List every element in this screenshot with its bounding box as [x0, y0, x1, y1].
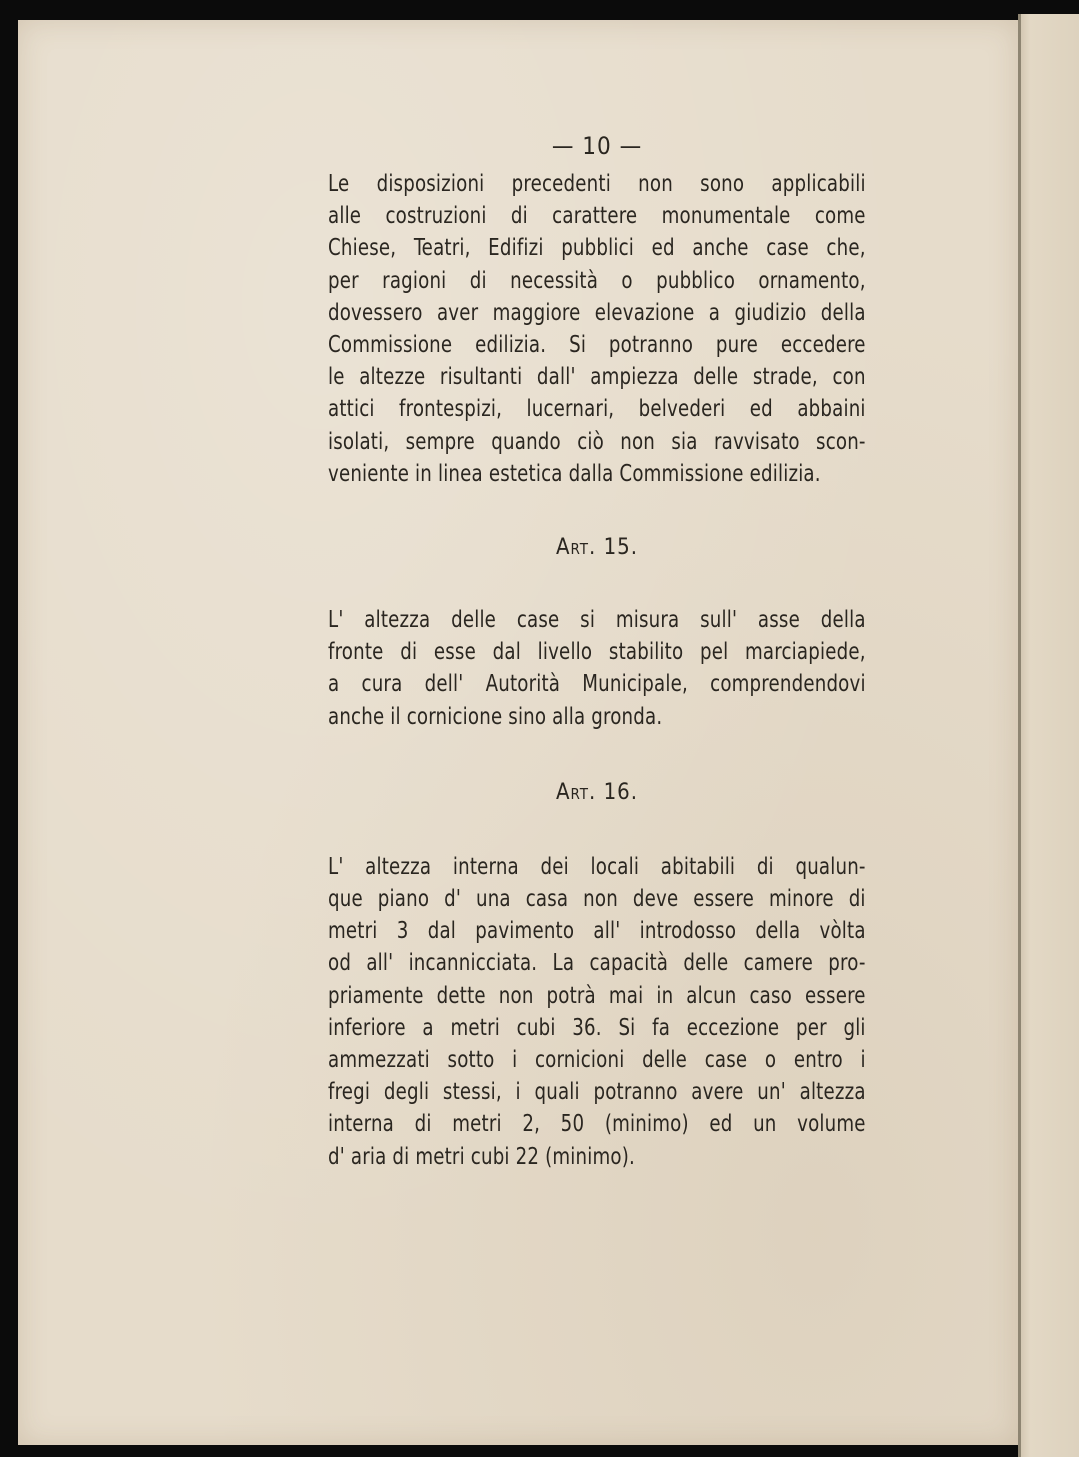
page-number: — 10 —	[551, 132, 643, 160]
text-line: ammezzati sotto i cornicioni delle case o entro i	[328, 1047, 866, 1074]
text-line: inferiore a metri cubi 36. Si fa eccezione per gli	[328, 1014, 866, 1041]
text-line: fronte di esse dal livello stabilito pel marciapiede,	[328, 639, 866, 666]
text-line: Commissione edilizia. Si potranno pure eccedere	[328, 332, 866, 359]
text-line: d' aria di metri cubi 22 (minimo).	[328, 1143, 635, 1170]
article-16-heading	[328, 777, 866, 809]
text-line: a cura dell' Autorità Municipale, comprendendovi	[328, 671, 866, 698]
text-line: per ragioni di necessità o pubblico ornamento,	[328, 267, 866, 294]
next-page-edge	[1018, 14, 1079, 1457]
article-label: Art.	[555, 779, 597, 805]
text-line: metri 3 dal pavimento all' introdosso della vòlta	[328, 918, 866, 945]
text-line: interna di metri 2, 50 (minimo) ed un volume	[328, 1111, 866, 1138]
page-text-block	[328, 130, 866, 1173]
text-line: que piano d' una casa non deve essere minore di	[328, 886, 866, 913]
text-line: dovessero aver maggiore elevazione a giudizio della	[328, 299, 866, 326]
text-line: veniente in linea estetica dalla Commissione edilizia.	[328, 460, 821, 487]
article-number: 15.	[603, 535, 639, 561]
text-line: od all' incannicciata. La capacità delle camere pro-	[328, 950, 866, 977]
text-line: le altezze risultanti dall' ampiezza delle strade, con	[328, 364, 866, 391]
text-line: attici frontespizi, lucernari, belvederi ed abbaini	[328, 396, 866, 423]
article-label: Art.	[555, 535, 597, 561]
text-line: L' altezza delle case si misura sull' asse della	[328, 607, 866, 634]
text-line: anche il cornicione sino alla gronda.	[328, 703, 663, 730]
text-line: Le disposizioni precedenti non sono applicabili	[328, 171, 866, 197]
text-line: priamente dette non potrà mai in alcun caso essere	[328, 982, 866, 1009]
article-number: 16.	[603, 779, 639, 805]
text-line: alle costruzioni di carattere monumentale come	[328, 203, 866, 230]
text-line: L' altezza interna dei locali abitabili di qualun-	[328, 853, 866, 880]
text-line: isolati, sempre quando ciò non sia ravvisato scon-	[328, 428, 866, 455]
paragraph-monumental-exceptions	[328, 168, 866, 490]
paragraph-interior-height	[328, 851, 866, 1173]
text-line: Chiese, Teatri, Edifizi pubblici ed anche case che,	[328, 235, 866, 262]
article-15-heading	[328, 532, 866, 564]
paragraph-building-height	[328, 604, 866, 733]
text-line: fregi degli stessi, i quali potranno avere un' altezza	[328, 1079, 866, 1106]
